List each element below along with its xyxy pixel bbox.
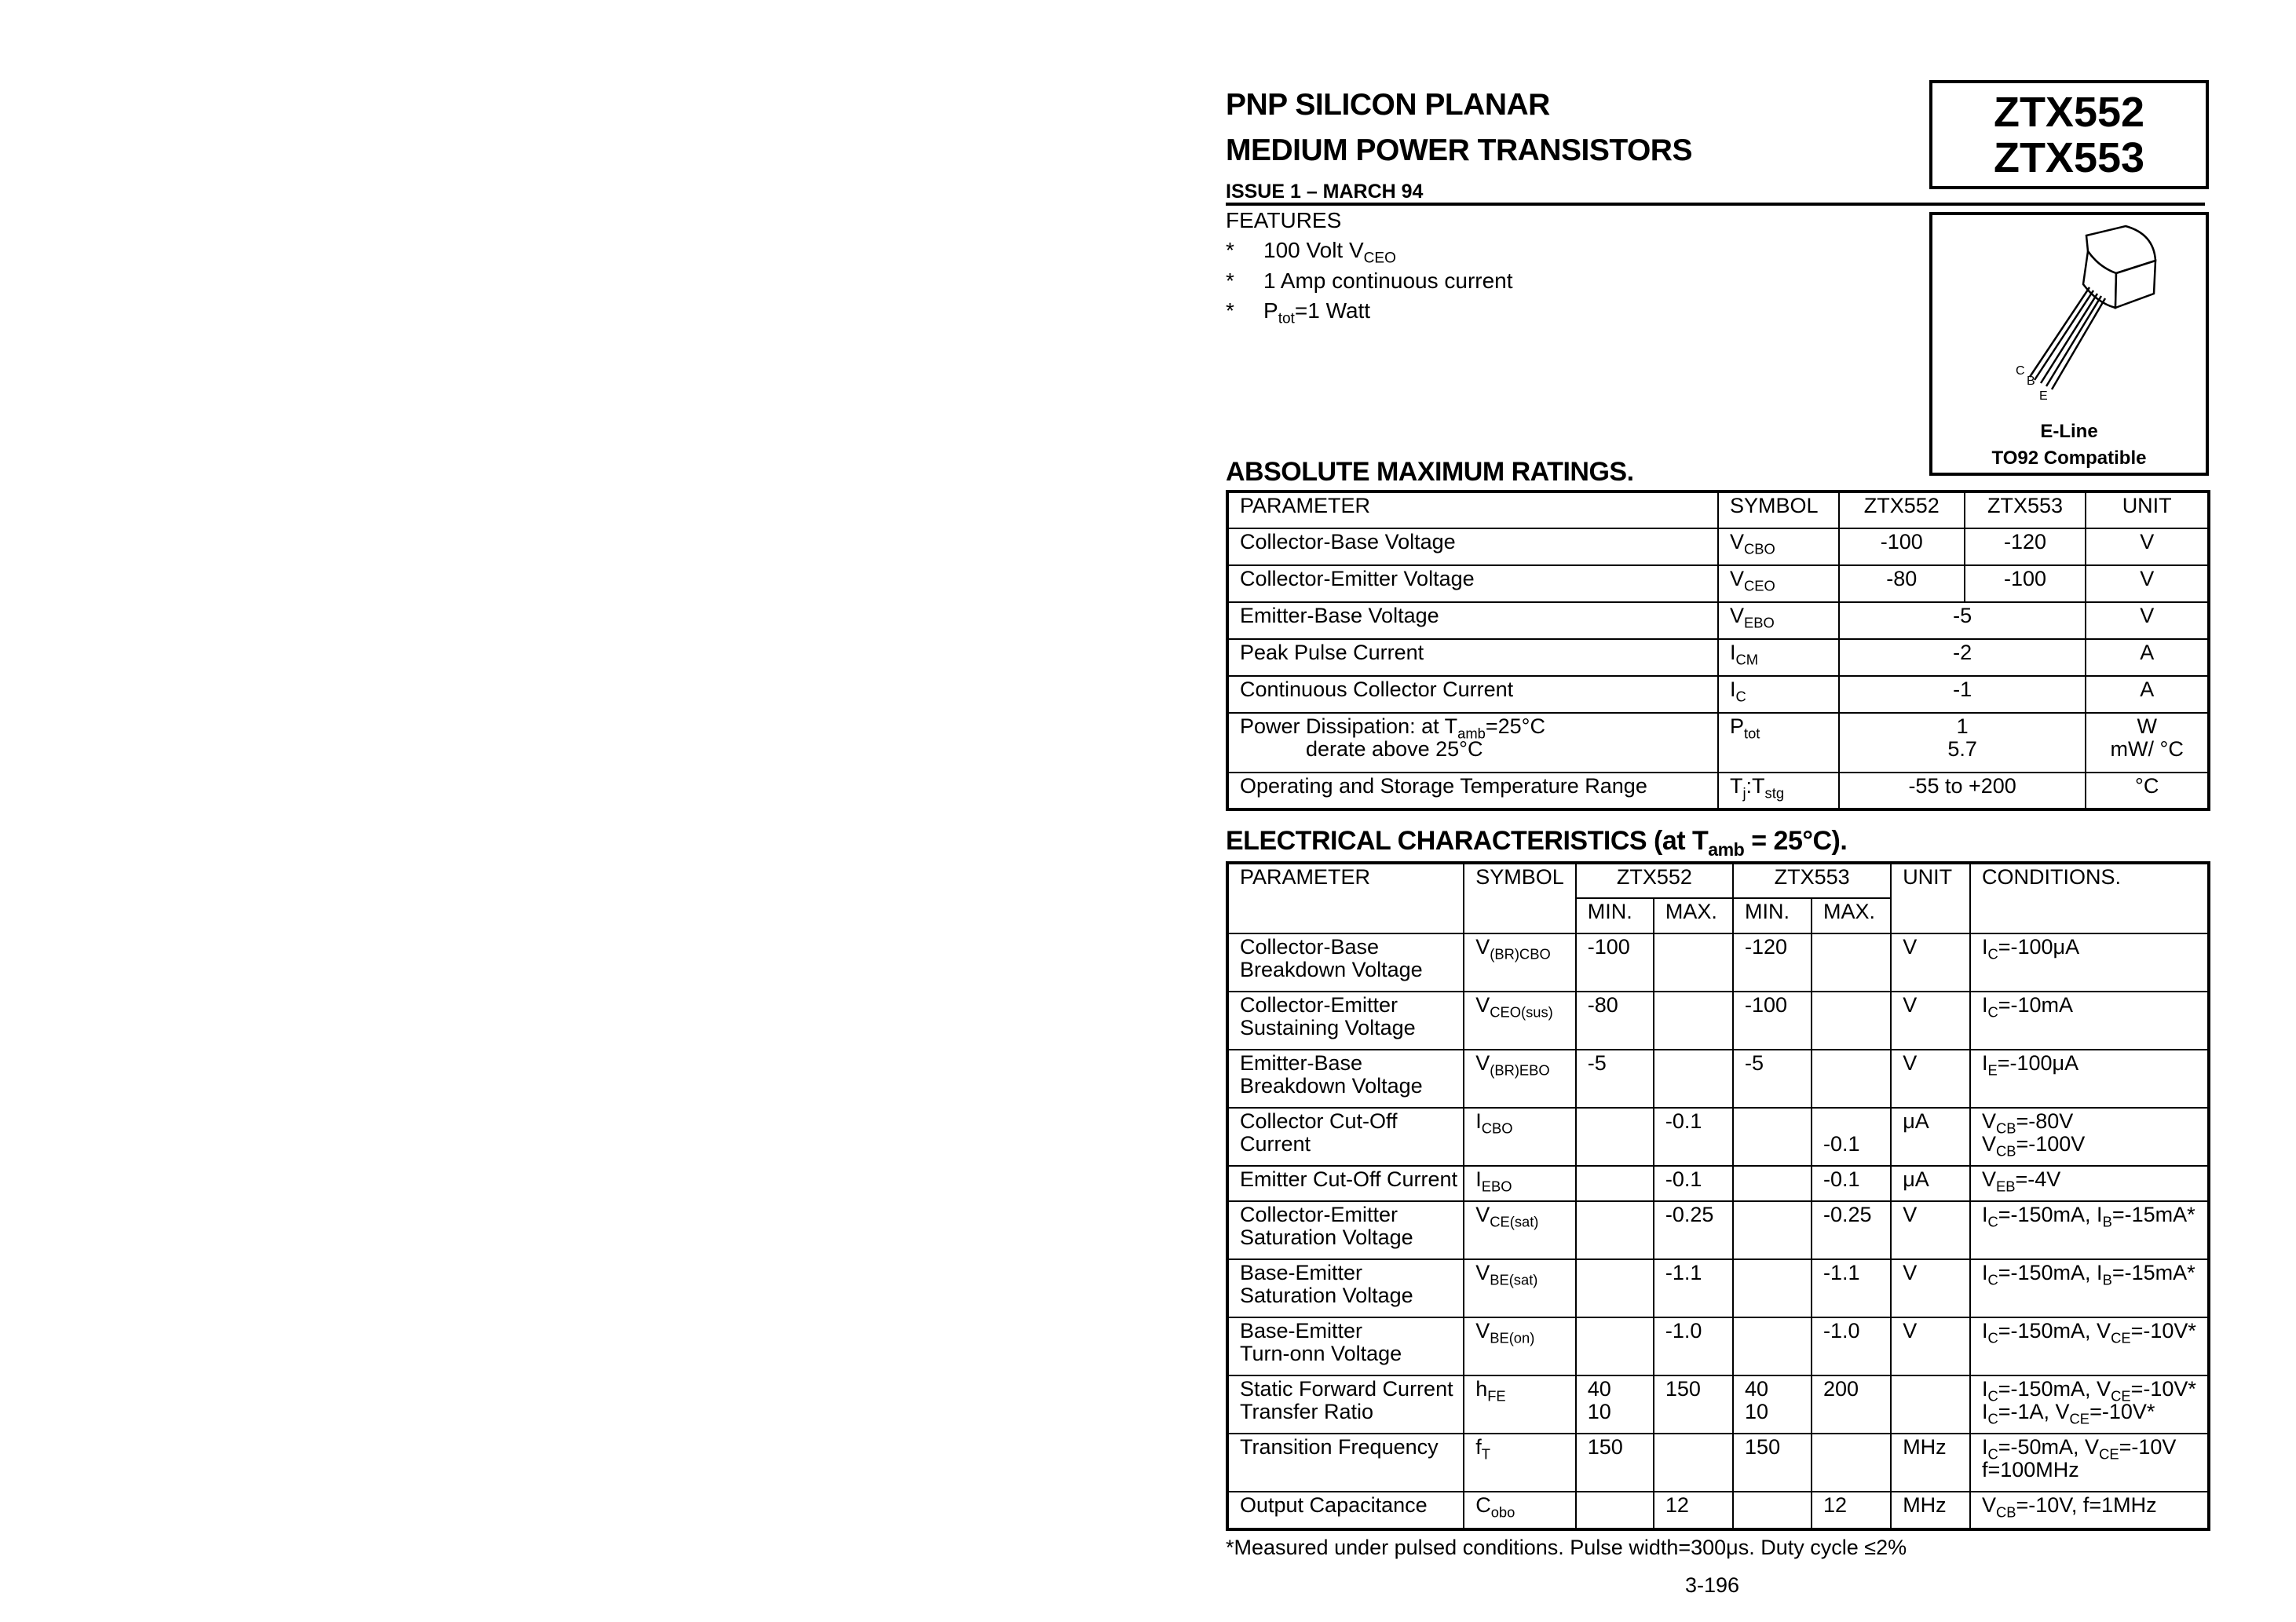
elec-conditions: $I_C=-150mA$, $V_{CE}=-10V*$ $I_C=-1A$, $V_{CE}=-10V*$ (1970, 1375, 2209, 1434)
elec-header-ztx552: ZTX552 (1576, 863, 1733, 898)
elec-row-sat (1227, 1259, 2209, 1317)
footnote: *Measured under pulsed conditions. Pulse width=300μs. Duty cycle ≤2% (1226, 1536, 1907, 1559)
abs-value-552: -80 (1839, 565, 1965, 602)
abs-header-symbol: SYMBOL (1718, 491, 1839, 528)
elec-symbol: $V_{BE(on)}$ (1464, 1317, 1576, 1375)
elec-552-min (1576, 1259, 1654, 1317)
abs-unit: A (2086, 676, 2209, 713)
elec-symbol: $I_{CBO}$ (1464, 1108, 1576, 1166)
abs-header-ztx553: ZTX553 (1965, 491, 2086, 528)
abs-value-553: -100 (1965, 565, 2086, 602)
elec-row-cobo (1227, 1492, 2209, 1529)
feature-item-3: $P_{tot}=1$ Watt (1263, 298, 1371, 327)
elec-conditions: $I_C=-150mA$, $I_B=-15mA*$ (1970, 1259, 2209, 1317)
abs-header-ztx552: ZTX552 (1839, 491, 1965, 528)
elec-symbol: $C_{obo}$ (1464, 1492, 1576, 1529)
abs-value-both: -5 (1839, 602, 2086, 639)
elec-552-max: 12 (1654, 1492, 1733, 1529)
elec-param: Collector Cut-Off Current (1227, 1108, 1464, 1166)
elec-param: Static Forward Current Transfer Ratio (1227, 1375, 1464, 1434)
package-name: E-Line (2040, 421, 2098, 442)
abs-param: Power Dissipation: at $T_{amb}=25^\circ C$ derate above 25°C (1227, 713, 1718, 773)
elec-param: Output Capacitance (1227, 1492, 1464, 1529)
abs-row (1227, 565, 2209, 602)
elec-553-min: -5 (1733, 1050, 1812, 1108)
elec-row-ft (1227, 1434, 2209, 1492)
elec-unit: μA (1891, 1166, 1970, 1201)
abs-param: Continuous Collector Current (1227, 676, 1718, 713)
elec-param: Collector-Emitter Saturation Voltage (1227, 1201, 1464, 1259)
elec-unit: μA (1891, 1108, 1970, 1166)
elec-row (1227, 1050, 2209, 1108)
elec-conditions: $I_C=-100\mu A$ (1970, 933, 2209, 992)
abs-symbol: $V_{CEO}$ (1718, 565, 1839, 602)
pin-label-b: B (2027, 374, 2035, 388)
elec-conditions: $V_{EB}=-4V$ (1970, 1166, 2209, 1201)
elec-552-min (1576, 1166, 1654, 1201)
elec-header-param: PARAMETER (1227, 863, 1464, 933)
abs-value-both: -55 to +200 (1839, 773, 2086, 809)
elec-unit: V (1891, 992, 1970, 1050)
elec-552-max (1654, 1434, 1733, 1492)
abs-unit: V (2086, 565, 2209, 602)
elec-unit: V (1891, 1317, 1970, 1375)
elec-row-sat (1227, 1201, 2209, 1259)
elec-conditions: $I_C=-150mA$, $I_B=-15mA*$ (1970, 1201, 2209, 1259)
elec-unit: MHz (1891, 1492, 1970, 1529)
elec-553-min (1733, 1317, 1812, 1375)
elec-header-conditions: CONDITIONS. (1970, 863, 2209, 933)
elec-row-ebo (1227, 1166, 2209, 1201)
elec-552-min (1576, 1108, 1654, 1166)
elec-conditions: $I_E=-100\mu A$ (1970, 1050, 2209, 1108)
part-number-1: ZTX552 (1993, 89, 2145, 136)
elec-symbol: $I_{EBO}$ (1464, 1166, 1576, 1201)
elec-553-min (1733, 1166, 1812, 1201)
abs-header-param: PARAMETER (1227, 491, 1718, 528)
feature-bullet-2: * (1226, 269, 1234, 293)
elec-header-symbol: SYMBOL (1464, 863, 1576, 933)
elec-553-min (1733, 1259, 1812, 1317)
abs-symbol: $T_j:T_{stg}$ (1718, 773, 1839, 809)
elec-552-min (1576, 1317, 1654, 1375)
abs-symbol: $V_{EBO}$ (1718, 602, 1839, 639)
elec-header-min: MIN. (1733, 898, 1812, 933)
abs-unit: V (2086, 528, 2209, 565)
abs-row (1227, 528, 2209, 565)
elec-header-unit: UNIT (1891, 863, 1970, 933)
elec-row (1227, 992, 2209, 1050)
elec-553-max: -0.1 (1812, 1108, 1891, 1166)
elec-symbol: $V_{CE(sat)}$ (1464, 1201, 1576, 1259)
abs-value-both: -1 (1839, 676, 2086, 713)
feature-bullet-1: * (1226, 238, 1234, 262)
abs-unit: W mW/ °C (2086, 713, 2209, 773)
abs-symbol: $P_{tot}$ (1718, 713, 1839, 773)
abs-value-both: -2 (1839, 639, 2086, 676)
abs-symbol: $I_{CM}$ (1718, 639, 1839, 676)
abs-value-553: -120 (1965, 528, 2086, 565)
elec-552-max: -0.1 (1654, 1108, 1733, 1166)
abs-symbol: $I_C$ (1718, 676, 1839, 713)
abs-header-unit: UNIT (2086, 491, 2209, 528)
elec-unit: V (1891, 933, 1970, 992)
elec-header-ztx553: ZTX553 (1733, 863, 1891, 898)
elec-553-max (1812, 1050, 1891, 1108)
elec-symbol: $h_{FE}$ (1464, 1375, 1576, 1434)
elec-title: ELECTRICAL CHARACTERISTICS (at $T_{amb} = 25^\circ C$). (1226, 826, 1848, 860)
abs-unit: A (2086, 639, 2209, 676)
elec-conditions: $V_{CB}=-80V$ $V_{CB}=-100V$ (1970, 1108, 2209, 1166)
feature-bullet-3: * (1226, 298, 1234, 323)
elec-553-min: 40 10 (1733, 1375, 1812, 1434)
abs-row (1227, 602, 2209, 639)
elec-unit: V (1891, 1201, 1970, 1259)
title-line-2: MEDIUM POWER TRANSISTORS (1226, 133, 1692, 167)
feature-item-1: 100 Volt $V_{CEO}$ (1263, 238, 1396, 267)
page-number: 3-196 (1685, 1573, 1740, 1597)
elec-conditions: $V_{CB}=-10V$, f=1MHz (1970, 1492, 2209, 1529)
abs-param: Operating and Storage Temperature Range (1227, 773, 1718, 809)
elec-symbol: $V_{(BR)CBO}$ (1464, 933, 1576, 992)
abs-param: Peak Pulse Current (1227, 639, 1718, 676)
elec-553-max (1812, 933, 1891, 992)
elec-553-max: -0.25 (1812, 1201, 1891, 1259)
elec-conditions: $I_C=-150mA$, $V_{CE}=-10V*$ (1970, 1317, 2209, 1375)
elec-552-max: -0.25 (1654, 1201, 1733, 1259)
elec-553-min: -100 (1733, 992, 1812, 1050)
abs-param: Collector-Emitter Voltage (1227, 565, 1718, 602)
elec-552-min: -80 (1576, 992, 1654, 1050)
elec-552-min: -5 (1576, 1050, 1654, 1108)
elec-553-min: 150 (1733, 1434, 1812, 1492)
elec-header-max: MAX. (1812, 898, 1891, 933)
elec-552-min (1576, 1492, 1654, 1529)
elec-552-max (1654, 992, 1733, 1050)
elec-553-max (1812, 1434, 1891, 1492)
elec-param: Emitter-Base Breakdown Voltage (1227, 1050, 1464, 1108)
abs-value-552: -100 (1839, 528, 1965, 565)
elec-symbol: $V_{BE(sat)}$ (1464, 1259, 1576, 1317)
elec-param: Collector-Base Breakdown Voltage (1227, 933, 1464, 992)
elec-552-max: -1.0 (1654, 1317, 1733, 1375)
pin-label-c: C (2016, 364, 2025, 378)
elec-553-max: -0.1 (1812, 1166, 1891, 1201)
abs-unit: V (2086, 602, 2209, 639)
abs-value-both: 1 5.7 (1839, 713, 2086, 773)
elec-553-max: -1.1 (1812, 1259, 1891, 1317)
elec-param: Emitter Cut-Off Current (1227, 1166, 1464, 1201)
pin-label-e: E (2039, 389, 2048, 403)
elec-symbol: $V_{CEO(sus)}$ (1464, 992, 1576, 1050)
abs-param: Emitter-Base Voltage (1227, 602, 1718, 639)
elec-table (1226, 861, 2210, 1531)
elec-symbol: $V_{(BR)EBO}$ (1464, 1050, 1576, 1108)
feature-item-2: 1 Amp continuous current (1263, 269, 1513, 293)
elec-553-max: 12 (1812, 1492, 1891, 1529)
transistor-package-drawing (1932, 215, 2206, 396)
issue-line: ISSUE 1 – MARCH 94 (1226, 181, 1424, 203)
part-number-box (1929, 80, 2209, 189)
elec-row (1227, 933, 2209, 992)
abs-row (1227, 639, 2209, 676)
elec-552-min (1576, 1201, 1654, 1259)
abs-header-row (1227, 491, 2209, 528)
elec-conditions: $I_C=-10mA$ (1970, 992, 2209, 1050)
elec-unit: MHz (1891, 1434, 1970, 1492)
elec-param: Base-Emitter Turn-onn Voltage (1227, 1317, 1464, 1375)
elec-552-min: -100 (1576, 933, 1654, 992)
title-line-1: PNP SILICON PLANAR (1226, 88, 1550, 122)
abs-symbol: $V_{CBO}$ (1718, 528, 1839, 565)
package-box (1929, 212, 2209, 476)
elec-unit: V (1891, 1259, 1970, 1317)
elec-param: Collector-Emitter Sustaining Voltage (1227, 992, 1464, 1050)
abs-row (1227, 676, 2209, 713)
abs-max-title: ABSOLUTE MAXIMUM RATINGS. (1226, 457, 1634, 487)
elec-symbol: $f_T$ (1464, 1434, 1576, 1492)
elec-unit: V (1891, 1050, 1970, 1108)
elec-553-max (1812, 992, 1891, 1050)
elec-553-min (1733, 1492, 1812, 1529)
abs-unit: °C (2086, 773, 2209, 809)
elec-header-max: MAX. (1654, 898, 1733, 933)
features-heading: FEATURES (1226, 208, 1342, 232)
elec-553-max: -1.0 (1812, 1317, 1891, 1375)
elec-param: Transition Frequency (1227, 1434, 1464, 1492)
elec-553-min: -120 (1733, 933, 1812, 992)
elec-552-min: 150 (1576, 1434, 1654, 1492)
abs-max-table (1226, 490, 2210, 811)
elec-552-min: 40 10 (1576, 1375, 1654, 1434)
elec-row-sat (1227, 1317, 2209, 1375)
elec-553-max: 200 (1812, 1375, 1891, 1434)
elec-header-row (1227, 863, 2209, 898)
abs-row-power (1227, 713, 2209, 773)
elec-552-max: 150 (1654, 1375, 1733, 1434)
elec-row-hfe (1227, 1375, 2209, 1434)
elec-553-min (1733, 1108, 1812, 1166)
header-rule (1226, 203, 2205, 206)
elec-header-min: MIN. (1576, 898, 1654, 933)
elec-conditions: $I_C=-50mA$, $V_{CE}=-10V$ f=100MHz (1970, 1434, 2209, 1492)
abs-row-temp (1227, 773, 2209, 809)
elec-unit (1891, 1375, 1970, 1434)
elec-row-cutoff (1227, 1108, 2209, 1166)
elec-553-min (1733, 1201, 1812, 1259)
elec-552-max: -1.1 (1654, 1259, 1733, 1317)
elec-param: Base-Emitter Saturation Voltage (1227, 1259, 1464, 1317)
abs-param: Collector-Base Voltage (1227, 528, 1718, 565)
elec-552-max (1654, 1050, 1733, 1108)
package-compat: TO92 Compatible (1991, 448, 2147, 469)
elec-552-max (1654, 933, 1733, 992)
part-number-2: ZTX553 (1993, 134, 2145, 181)
elec-552-max: -0.1 (1654, 1166, 1733, 1201)
